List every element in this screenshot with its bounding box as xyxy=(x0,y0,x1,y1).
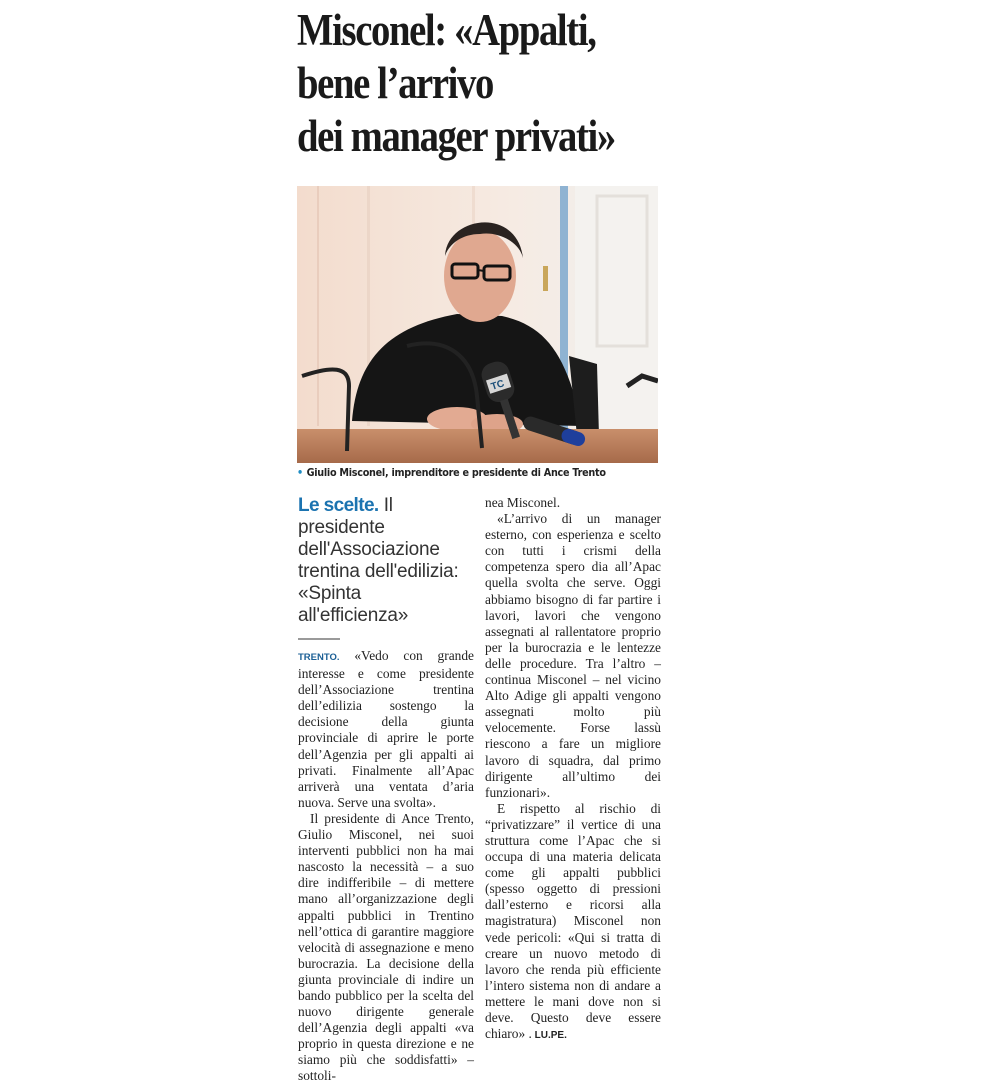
section-divider xyxy=(298,638,340,640)
headline-line-3: dei manager privati» xyxy=(297,111,615,161)
dateline: TRENTO. xyxy=(298,652,340,663)
paragraph-2: Il presidente di Ance Trento, Giulio Misconel, nei suoi interventi pubblici non ha mai nascosto la necessità – a suo dire indifferibile – di mettere mano all’organizzazione degli appalti pubblici in Trentino nell’ottica di garantire maggiore velocità di assegnazione e meno burocrazia. La decisione della giunta provinciale di indire un bando pubblico per la scelta del nuovo dirigente generale dell’Agenzia degli appalti «va proprio in questa direzione e ne siamo più che soddisfatti» – sottoli- xyxy=(298,810,474,1084)
photo-caption xyxy=(297,467,637,479)
article-body-col1 xyxy=(298,648,474,1085)
caption-bullet-icon: • xyxy=(297,467,303,479)
kicker-lead: Le scelte. xyxy=(298,495,379,516)
headline-line-1: Misconel: «Appalti, xyxy=(297,5,596,55)
paragraph-4-text: E rispetto al rischio di “privatizzare” il vertice di una struttura come l’Apac che si occupa di una materia delicata come gli appalti pubblici (spesso oggetto di pressioni dall’esterno e ricorsi alla magistratura) Misconel non vede pericoli: «Qui si tratta di creare un nuovo metodo di lavoro che renda più efficiente l’intero sistema non di andare a mettere le mani dove non si deve. Questo deve essere chiaro» . xyxy=(485,800,661,1042)
paragraph-1-text: «Vedo con grande interesse e come presidente dell’Associazione trentina dell’edilizia sostengo la decisione della giunta provinciale di aprire le porte dell’Agenzia per gli appalti ai privati. Finalmente all’Apac arriverà una ventata d’aria nuova. Serve una svolta». xyxy=(298,648,474,810)
person-face xyxy=(444,230,516,322)
paragraph-4 xyxy=(485,801,661,1044)
headline-line-2: bene l’arrivo xyxy=(297,58,493,108)
kicker-text: Il presidente dell'Associazione trentina dell'edilizia: «Spinta all'efficienza» xyxy=(298,495,459,626)
kicker xyxy=(298,495,474,627)
svg-text:TC: TC xyxy=(489,378,506,393)
caption-text: Giulio Misconel, imprenditore e presidente di Ance Trento xyxy=(306,467,606,479)
article-column-2 xyxy=(485,495,661,1044)
photo-illustration xyxy=(297,186,658,463)
article-photo xyxy=(297,186,658,463)
table xyxy=(297,429,658,463)
article-column-1 xyxy=(298,495,474,1085)
article-body-col2 xyxy=(485,495,661,1044)
paragraph-2-continuation: nea Misconel. xyxy=(485,495,561,510)
paragraph-3: «L’arrivo di un manager esterno, con esperienza e scelto con tutti i crismi della competenza spero dia all’Apac quella svolta che serve. Oggi abbiamo bisogno di far partire i lavori, lavori che vengono assegnati al rallentatore proprio per la burocrazia e le lentezze delle procedure. Tra l’altro – continua Misconel – nel vicino Alto Adige gli appalti vengono assegnati molto più velocemente. Forse lassù riescono a fare un migliore lavoro di squadra, dal primo dirigente all’ultimo dei funzionari». xyxy=(485,511,661,800)
paragraph-1 xyxy=(298,648,474,811)
headline xyxy=(297,4,615,163)
author-signature: LU.PE. xyxy=(531,1030,567,1042)
